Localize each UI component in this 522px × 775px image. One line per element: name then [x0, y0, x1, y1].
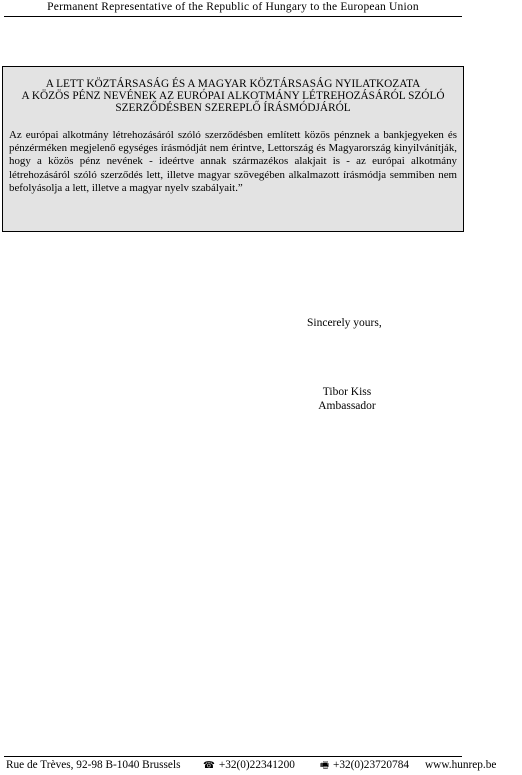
- footer-fax-number: +32(0)23720784: [332, 759, 409, 771]
- telephone-icon: ☎: [203, 760, 215, 771]
- fax-icon: 🖷: [320, 760, 329, 771]
- declaration-title-line: A LETT KÖZTÁRSASÁG ÉS A MAGYAR KÖZTÁRSASÁG NYILATKOZATA: [45, 78, 421, 90]
- declaration-box: [2, 66, 464, 232]
- footer-divider: [4, 756, 462, 757]
- signer-position: Ambassador: [318, 400, 376, 412]
- declaration-body: Az európai alkotmány létrehozásáról szóló szerződésben említett közös pénznek a bankjegyeken és pénzérméken megjelenő egységes írásmódját nem érintve, Lettország és Magyarország kinyilvánítják, hogy a közös pénz nevének - ideértve annak származékos alakjait is - az európai alkotmány létrehozásáról szóló szerződés lett, illetve magyar szövegében alkalmazott írásmódja semmiben nem befolyásolja a lett, illetve a magyar nyelv szabályait.”: [9, 129, 457, 194]
- closing-salutation: Sincerely yours,: [307, 317, 382, 329]
- declaration-title-line: SZERZŐDÉSBEN SZEREPLŐ ÍRÁSMÓDJÁRÓL: [115, 102, 351, 114]
- signer-name: Tibor Kiss: [322, 386, 372, 398]
- footer-fax: [320, 759, 409, 772]
- signature-block: [306, 385, 388, 413]
- footer-website[interactable]: www.hunrep.be: [425, 759, 497, 771]
- header-title: Permanent Representative of the Republic of Hungary to the European Union: [47, 1, 419, 13]
- declaration-title: [9, 78, 457, 114]
- footer-phone-number: +32(0)22341200: [218, 759, 295, 771]
- footer-phone: [203, 759, 295, 772]
- footer-address: Rue de Trèves, 92-98 B-1040 Brussels: [6, 759, 181, 771]
- declaration-title-line: A KÖZÖS PÉNZ NEVÉNEK AZ EURÓPAI ALKOTMÁNY LÉTREHOZÁSÁRÓL SZÓLÓ: [21, 90, 445, 102]
- page-header: [4, 0, 462, 17]
